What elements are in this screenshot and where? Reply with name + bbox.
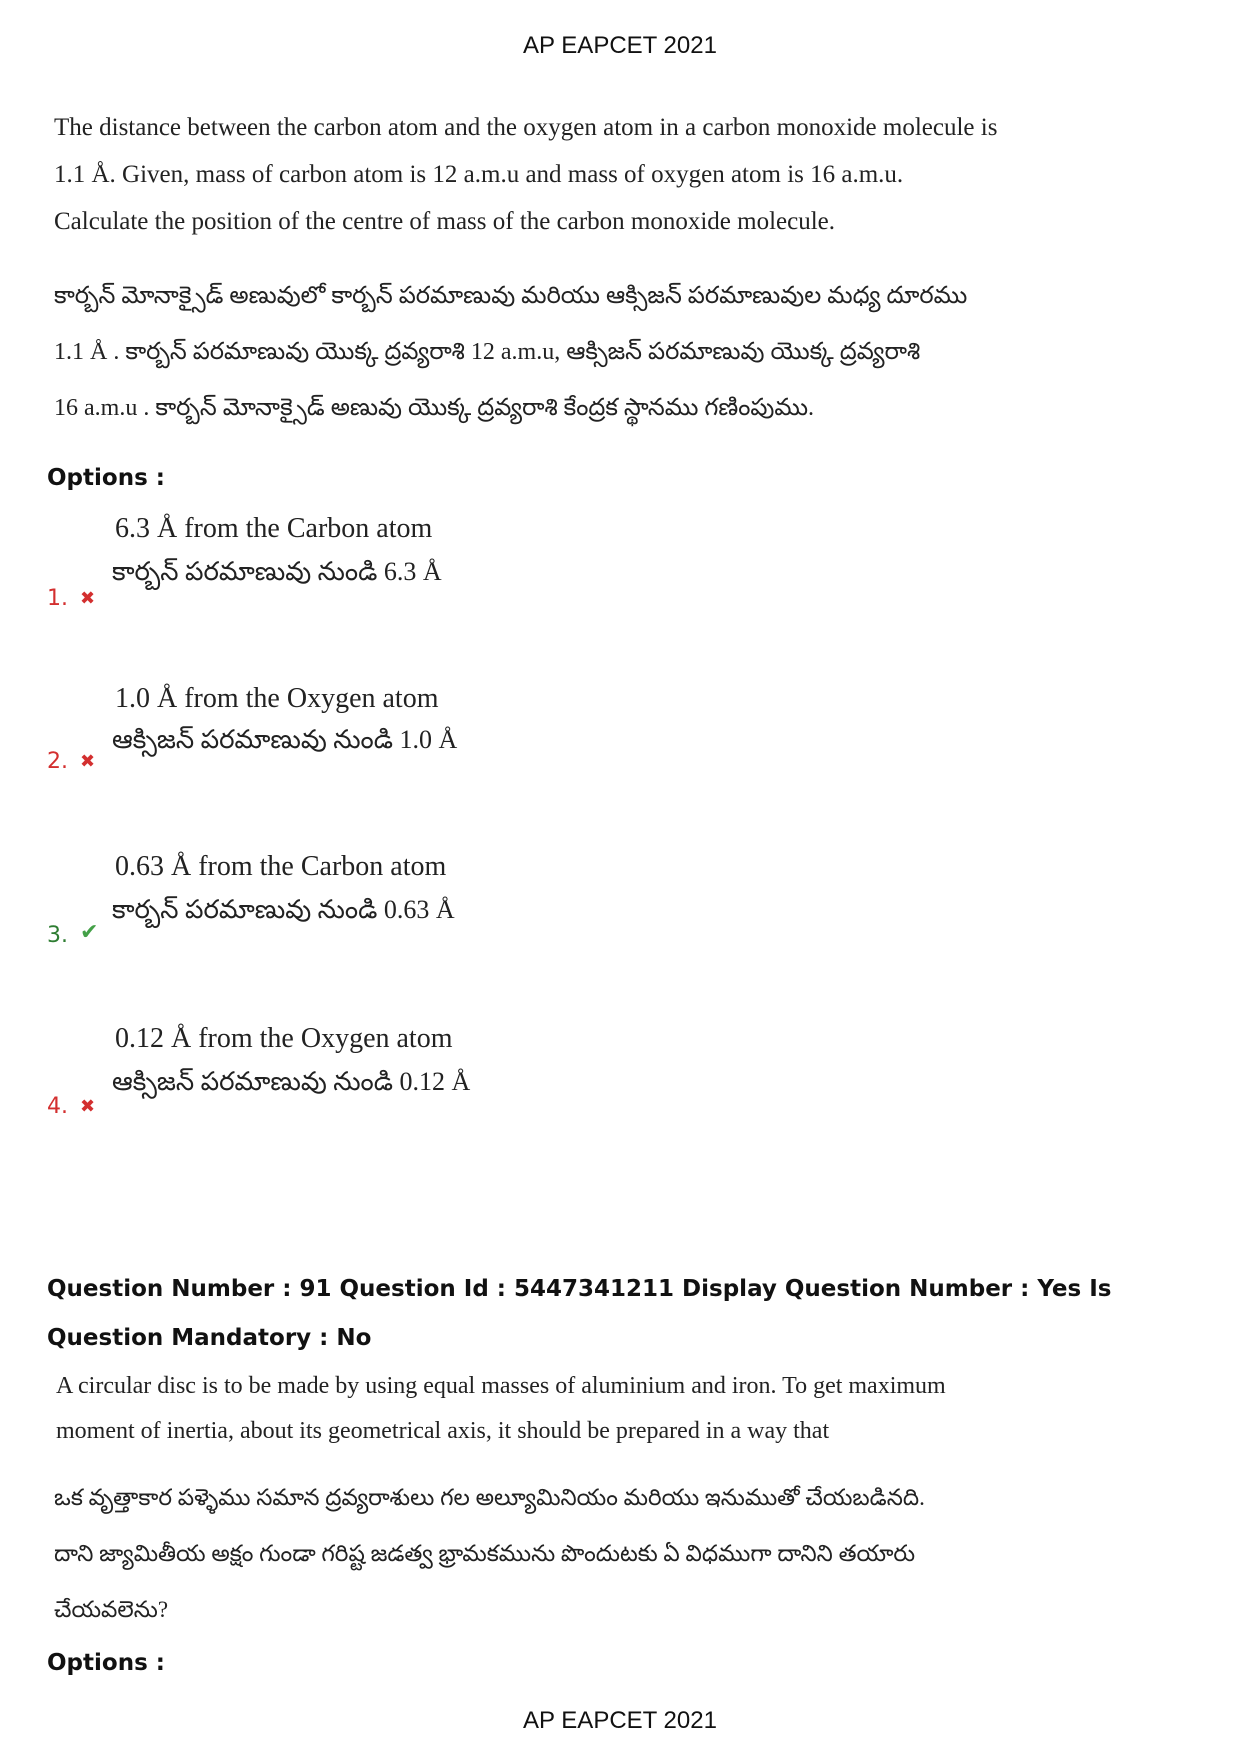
question-2-english-line: moment of inertia, about its geometrical axis, it should be prepared in a way that bbox=[56, 1418, 830, 1444]
option-3-number: 3. bbox=[47, 923, 68, 948]
option-2-telugu: ఆక్సిజన్ పరమాణువు నుండి 1.0 Å bbox=[112, 725, 458, 754]
option-4-english: 0.12 Å from the Oxygen atom bbox=[115, 1023, 453, 1054]
question-1-telugu-line: కార్బన్ మోనాక్సైడ్ అణువులో కార్బన్ పరమాణువు మరియు ఆక్సిజన్ పరమాణువుల మధ్య దూరము bbox=[54, 283, 968, 309]
option-2-number: 2. bbox=[47, 749, 68, 774]
question-2-telugu-line: ఒక వృత్తాకార పళ్ళెము సమాన ద్రవ్యరాశులు గల అల్యూమినియం మరియు ఇనుముతో చేయబడినది. bbox=[54, 1485, 925, 1510]
page-header: AP EAPCET 2021 bbox=[523, 32, 717, 59]
question-1-telugu bbox=[54, 268, 1114, 436]
question-1-english-line: The distance between the carbon atom and the oxygen atom in a carbon monoxide molecule is bbox=[54, 114, 998, 141]
option-3-english: 0.63 Å from the Carbon atom bbox=[115, 851, 447, 882]
option-2[interactable] bbox=[0, 683, 1240, 803]
page-footer: AP EAPCET 2021 bbox=[523, 1707, 717, 1734]
option-4-telugu: ఆక్సిజన్ పరమాణువు నుండి 0.12 Å bbox=[112, 1067, 471, 1096]
question-2-telugu-line: చేయవలెను? bbox=[54, 1597, 169, 1622]
option-1-telugu: కార్బన్ పరమాణువు నుండి 6.3 Å bbox=[112, 557, 442, 586]
question-1-english bbox=[54, 104, 1054, 245]
question-2-telugu bbox=[54, 1470, 1134, 1638]
question-2-meta: Question Number : 91 Question Id : 5447341211 Display Question Number : Yes Is Question Mandatory : No bbox=[47, 1276, 1112, 1351]
options-label: Options : bbox=[47, 465, 165, 491]
question-2-english-line: A circular disc is to be made by using equal masses of aluminium and iron. To get maximum bbox=[56, 1373, 946, 1399]
question-1-telugu-line: 16 a.m.u . కార్బన్ మోనాక్సైడ్ అణువు యొక్క ద్రవ్యరాశి కేంద్రక స్థానము గణింపుము. bbox=[54, 395, 815, 421]
question-2-english bbox=[56, 1364, 1056, 1454]
option-4-number: 4. bbox=[47, 1094, 68, 1119]
question-1-english-line: Calculate the position of the centre of mass of the carbon monoxide molecule. bbox=[54, 208, 836, 235]
option-3-telugu: కార్బన్ పరమాణువు నుండి 0.63 Å bbox=[112, 895, 455, 924]
option-1-number: 1. bbox=[47, 586, 68, 611]
option-1[interactable] bbox=[0, 513, 1240, 633]
option-1-english: 6.3 Å from the Carbon atom bbox=[115, 513, 433, 544]
question-1-english-line: 1.1 Å. Given, mass of carbon atom is 12 a.m.u and mass of oxygen atom is 16 a.m.u. bbox=[54, 161, 904, 188]
wrong-mark-icon: ✖ bbox=[80, 751, 96, 772]
question-1-telugu-line: 1.1 Å . కార్బన్ పరమాణువు యొక్క ద్రవ్యరాశి 12 a.m.u, ఆక్సిజన్ పరమాణువు యొక్క ద్రవ్యరాశి bbox=[54, 339, 921, 365]
options-label: Options : bbox=[47, 1650, 165, 1676]
option-2-english: 1.0 Å from the Oxygen atom bbox=[115, 683, 439, 714]
option-3[interactable] bbox=[0, 851, 1240, 971]
check-mark-icon: ✔ bbox=[80, 920, 99, 945]
wrong-mark-icon: ✖ bbox=[80, 588, 96, 609]
wrong-mark-icon: ✖ bbox=[80, 1096, 96, 1117]
question-2-telugu-line: దాని జ్యామితీయ అక్షం గుండా గరిష్ట జడత్వ భ్రామకమును పొందుటకు ఏ విధముగా దానిని తయారు bbox=[54, 1541, 916, 1566]
option-4[interactable] bbox=[0, 1023, 1240, 1143]
